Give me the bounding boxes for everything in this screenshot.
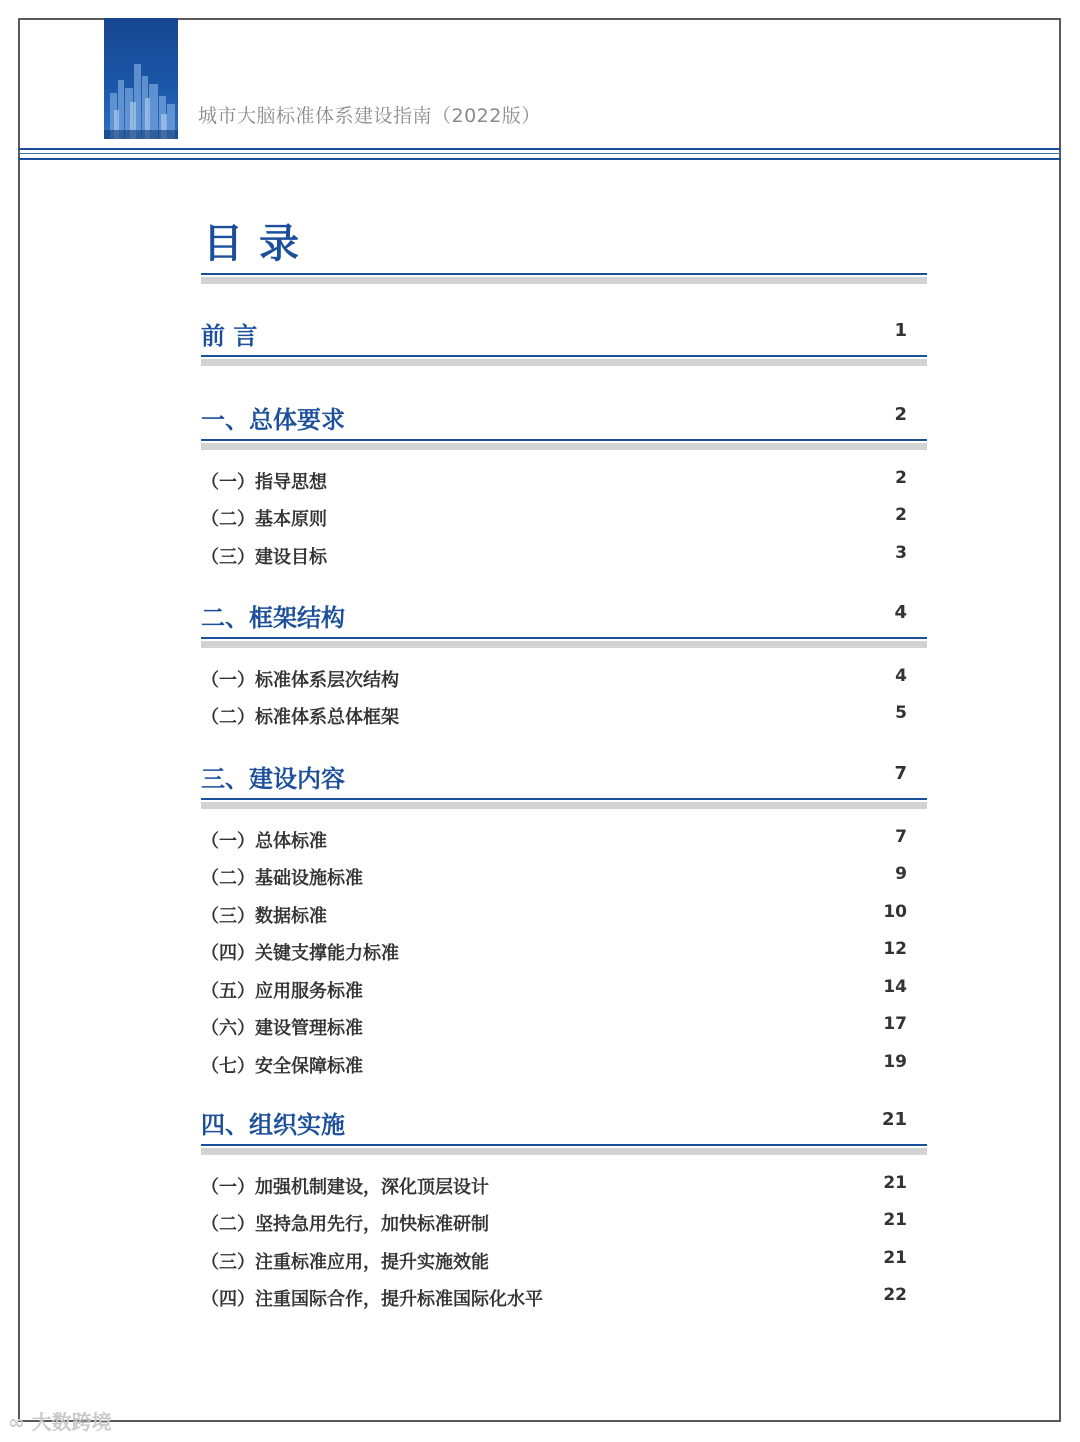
header-rule	[18, 153, 1061, 154]
header-rule	[18, 158, 1061, 160]
toc-item-label: （三）数据标准	[201, 906, 327, 927]
toc-item-page: 2	[895, 505, 907, 525]
watermark-logo-icon: ∞	[8, 1410, 25, 1434]
toc-item-page: 9	[895, 864, 907, 884]
toc-item[interactable]	[201, 1052, 907, 1084]
toc-item-label: （二）标准体系总体框架	[201, 707, 399, 728]
toc-section-page: 2	[894, 404, 907, 425]
header-rule	[18, 148, 1061, 150]
skyline-icon	[104, 18, 178, 139]
toc-item-page: 4	[895, 666, 907, 686]
toc-section-page: 7	[894, 763, 907, 784]
toc-item[interactable]	[201, 703, 907, 735]
toc-item[interactable]	[201, 1014, 907, 1046]
toc-item[interactable]	[201, 468, 907, 500]
city-skyline-logo	[104, 18, 178, 139]
toc-item-label: （四）关键支撑能力标准	[201, 943, 399, 964]
toc-item-page: 22	[883, 1285, 907, 1305]
toc-section-page: 4	[894, 602, 907, 623]
toc-item-page: 12	[883, 939, 907, 959]
watermark-text: 大数跨境	[31, 1410, 112, 1434]
watermark	[8, 1406, 112, 1435]
document-header-title: 城市大脑标准体系建设指南（2022版）	[198, 105, 541, 127]
toc-item[interactable]	[201, 864, 907, 896]
toc-item-label: （二）基本原则	[201, 509, 327, 530]
toc-item[interactable]	[201, 939, 907, 971]
toc-item-label: （一）加强机制建设，深化顶层设计	[201, 1177, 489, 1198]
toc-entry-label: 前 言	[201, 322, 258, 350]
toc-item[interactable]	[201, 902, 907, 934]
toc-section-label: 二、框架结构	[201, 604, 345, 632]
toc-section-page: 21	[881, 1109, 907, 1130]
toc-item-label: （四）注重国际合作，提升标准国际化水平	[201, 1289, 543, 1310]
section-divider	[201, 1144, 927, 1156]
toc-section-3[interactable]	[201, 759, 907, 791]
toc-item[interactable]	[201, 1285, 907, 1317]
toc-item-label: （一）总体标准	[201, 831, 327, 852]
toc-item-page: 10	[883, 902, 907, 922]
toc-item[interactable]	[201, 827, 907, 859]
toc-section-1[interactable]	[201, 400, 907, 432]
toc-item[interactable]	[201, 505, 907, 537]
toc-section-label: 四、组织实施	[201, 1111, 345, 1139]
toc-item-page: 17	[883, 1014, 907, 1034]
toc-item-label: （七）安全保障标准	[201, 1056, 363, 1077]
toc-item[interactable]	[201, 1210, 907, 1242]
toc-item[interactable]	[201, 1173, 907, 1205]
toc-section-2[interactable]	[201, 598, 907, 630]
toc-item[interactable]	[201, 666, 907, 698]
toc-item[interactable]	[201, 1248, 907, 1280]
toc-section-4[interactable]	[201, 1105, 907, 1137]
section-divider	[201, 637, 927, 649]
section-divider	[201, 439, 927, 451]
toc-item-page: 5	[895, 703, 907, 723]
toc-item-page: 21	[883, 1173, 907, 1193]
toc-item-label: （二）基础设施标准	[201, 868, 363, 889]
toc-title: 目录	[203, 221, 315, 267]
toc-item-page: 14	[883, 977, 907, 997]
toc-item-label: （一）指导思想	[201, 472, 327, 493]
toc-item-label: （三）建设目标	[201, 547, 327, 568]
toc-item-page: 2	[895, 468, 907, 488]
toc-entry-preface[interactable]	[201, 316, 907, 348]
section-divider	[201, 355, 927, 367]
toc-item-label: （五）应用服务标准	[201, 981, 363, 1002]
toc-item-label: （二）坚持急用先行，加快标准研制	[201, 1214, 489, 1235]
title-divider	[201, 273, 927, 285]
toc-section-label: 三、建设内容	[201, 765, 345, 793]
toc-item-label: （六）建设管理标准	[201, 1018, 363, 1039]
toc-entry-page: 1	[894, 320, 907, 341]
toc-item-label: （三）注重标准应用，提升实施效能	[201, 1252, 489, 1273]
toc-item[interactable]	[201, 977, 907, 1009]
section-divider	[201, 798, 927, 810]
toc-section-label: 一、总体要求	[201, 406, 345, 434]
toc-item-label: （一）标准体系层次结构	[201, 670, 399, 691]
toc-item-page: 21	[883, 1210, 907, 1230]
toc-item[interactable]	[201, 543, 907, 575]
toc-item-page: 7	[895, 827, 907, 847]
toc-item-page: 3	[895, 543, 907, 563]
toc-item-page: 21	[883, 1248, 907, 1268]
toc-item-page: 19	[883, 1052, 907, 1072]
